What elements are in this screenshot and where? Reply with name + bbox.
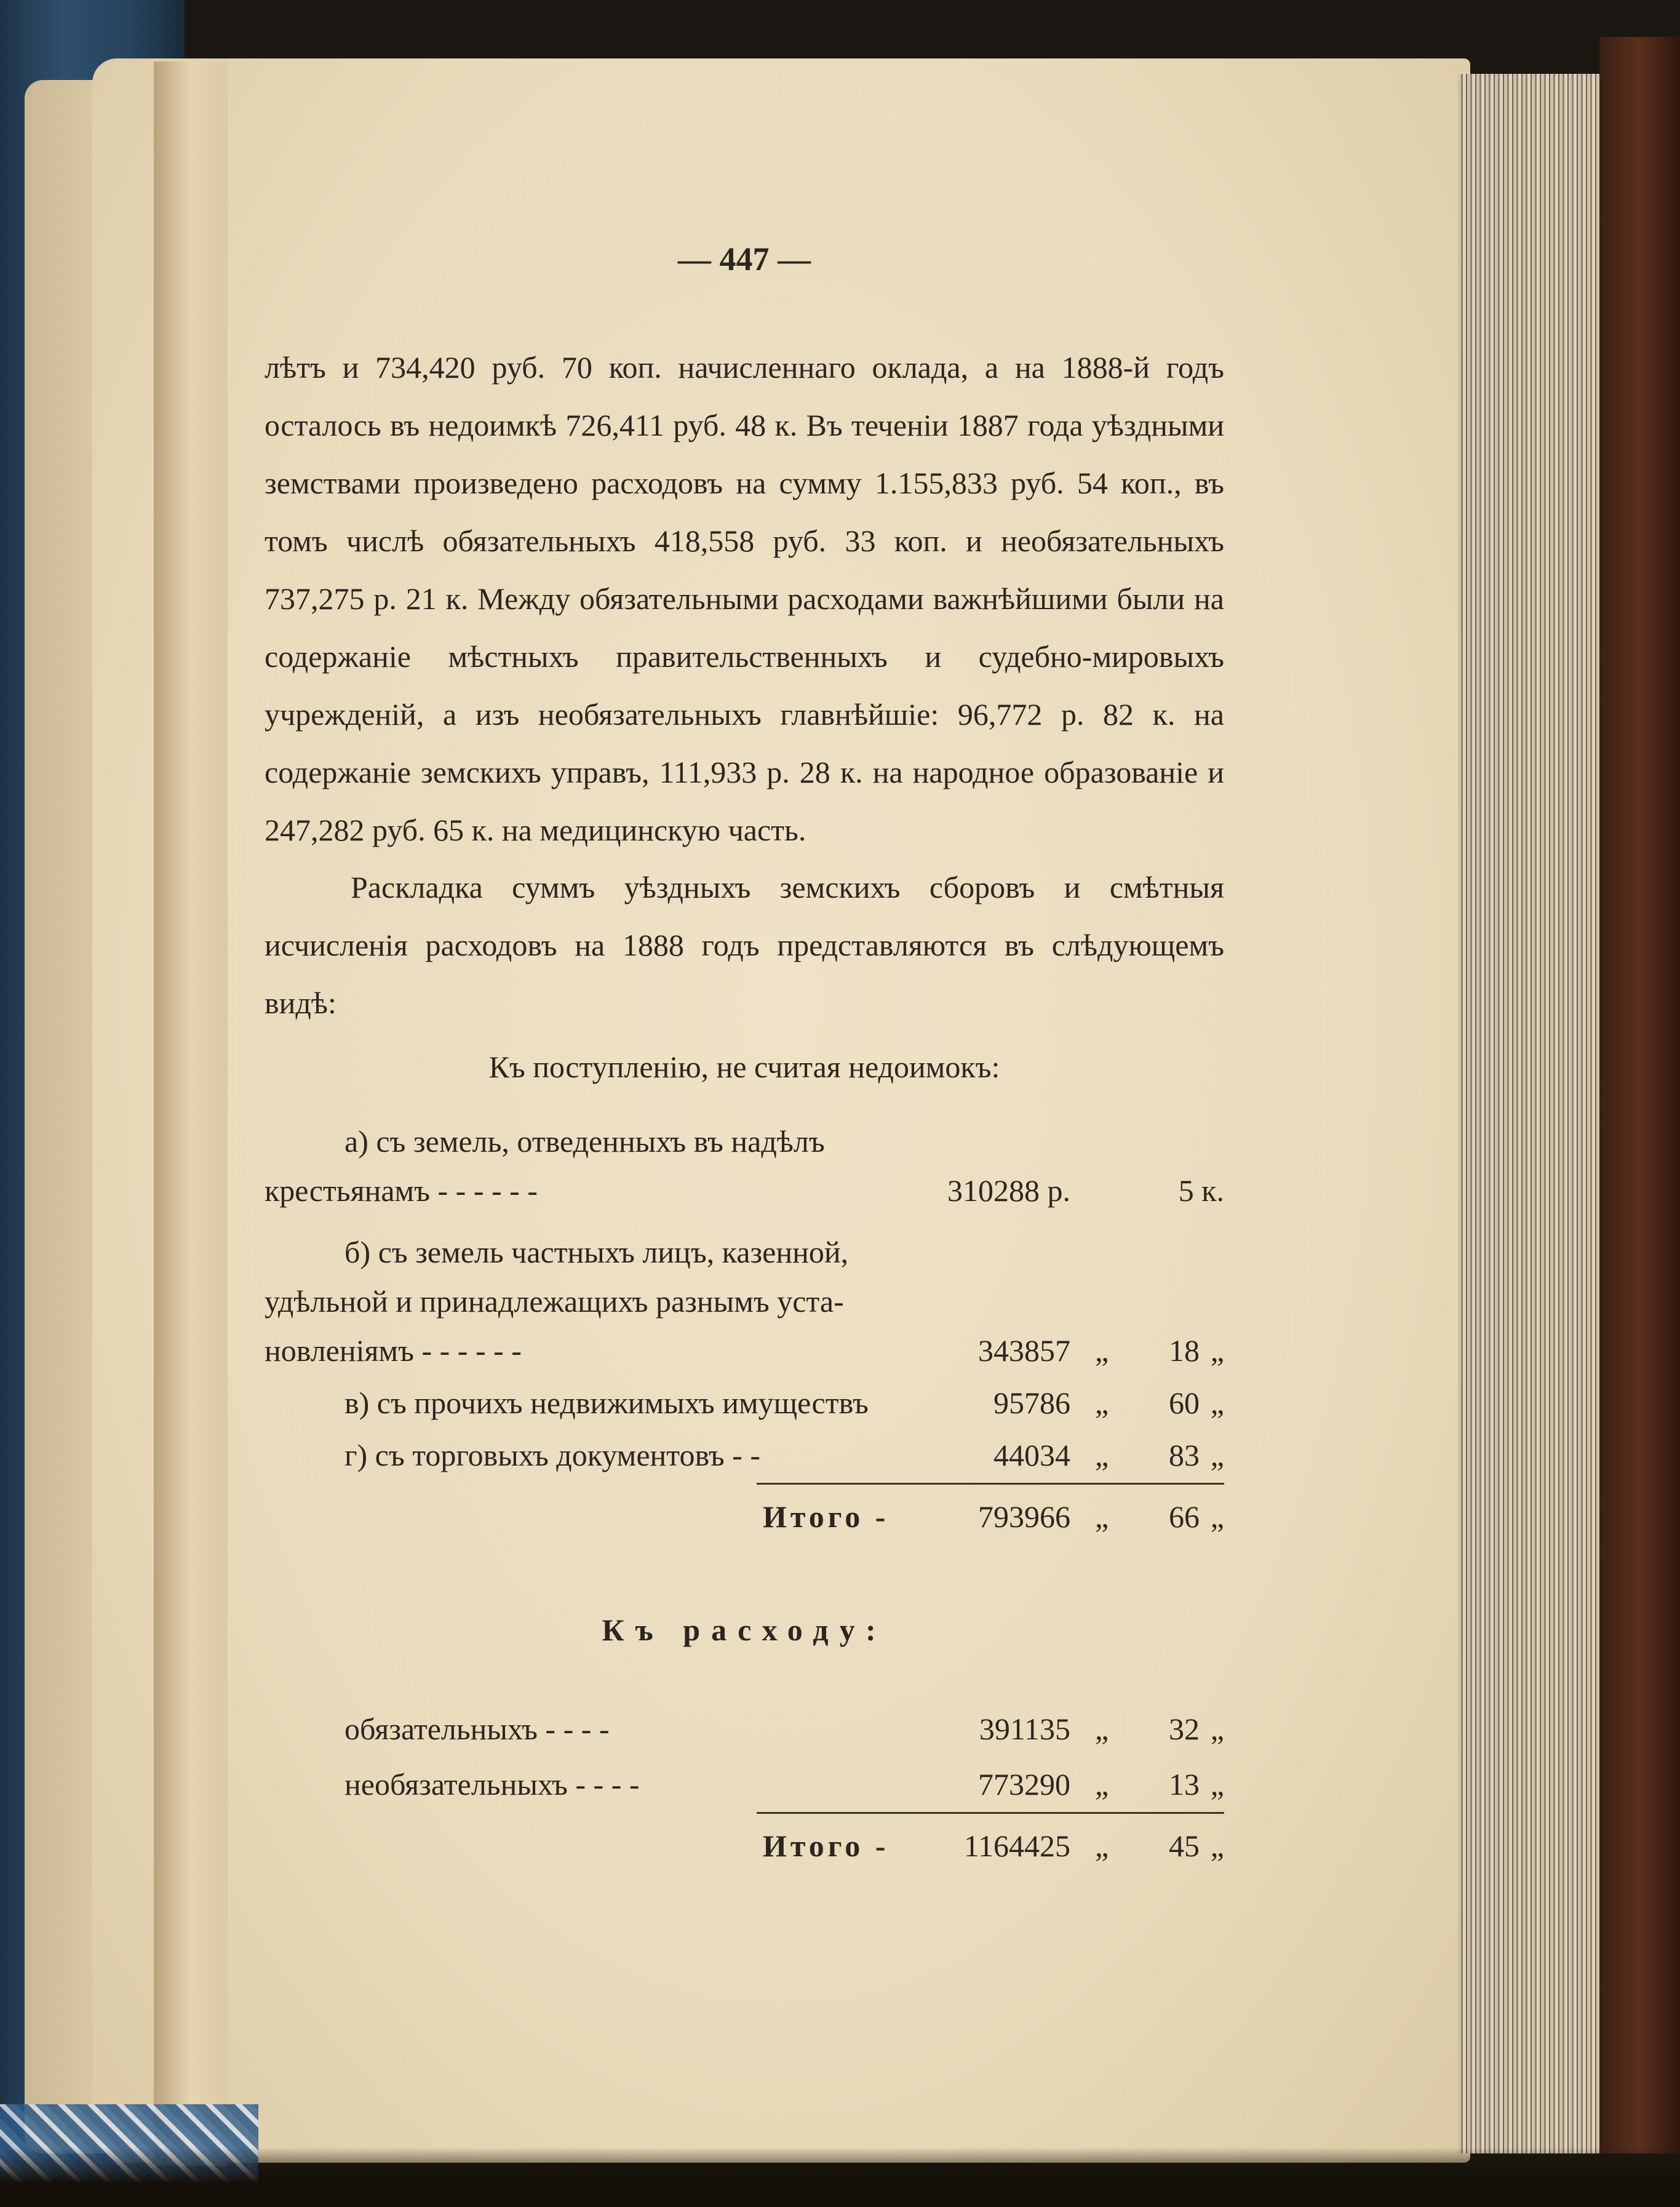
income-row-b <box>265 1329 1224 1372</box>
income-g-label: г) съ торговыхъ документовъ - - <box>344 1438 760 1472</box>
income-heading: Къ поступленію, не считая недоимокъ: <box>488 1050 1000 1084</box>
expense-optional-amount: 773290 <box>978 1767 1070 1802</box>
ditto-mark: „ <box>1095 1767 1109 1802</box>
income-b-amount: 343857 <box>978 1333 1070 1368</box>
expense-row-optional <box>265 1763 1224 1806</box>
income-v-amount: 95786 <box>993 1386 1070 1420</box>
right-book-cover <box>1599 37 1680 2153</box>
ditto-mark: „ <box>1095 1499 1109 1534</box>
paragraph-intro: Раскладка суммъ уѣздныхъ земскихъ сборовъ и смѣтныя исчисленія расходовъ на 1888 годъ представляются въ слѣдующемъ видѣ: <box>265 870 1224 1020</box>
ditto-mark: „ <box>1210 1499 1224 1534</box>
ditto-mark: „ <box>1095 1386 1109 1420</box>
ditto-mark: „ <box>1210 1712 1224 1746</box>
ditto-mark: „ <box>1210 1438 1224 1472</box>
ditto-mark: „ <box>1095 1333 1109 1368</box>
income-row-b-line1 <box>265 1231 1224 1274</box>
income-total-row <box>265 1495 1224 1538</box>
income-a-label-cont: крестьянамъ - - - - - - <box>265 1173 538 1208</box>
expense-total-label: Итого - <box>763 1829 890 1863</box>
ditto-mark: „ <box>1210 1333 1224 1368</box>
income-g-amount: 44034 <box>993 1438 1070 1472</box>
income-total-amount: 793966 <box>978 1499 1070 1534</box>
expense-total-kopecks: 45 <box>1169 1829 1200 1863</box>
income-row-a <box>265 1169 1224 1212</box>
income-row-b-line2 <box>265 1280 1224 1323</box>
page-number: — 447 — <box>678 241 811 277</box>
income-a-label: а) съ земель, отведенныхъ въ надѣлъ <box>344 1124 825 1159</box>
income-a-amount: 310288 р. <box>947 1173 1070 1208</box>
expense-row-obligatory <box>265 1707 1224 1750</box>
expense-total-rule <box>757 1812 1224 1814</box>
expense-total-row <box>265 1824 1224 1867</box>
income-row-v <box>265 1381 1224 1424</box>
income-total-kopecks: 66 <box>1169 1499 1200 1534</box>
page-gutter <box>154 62 228 2166</box>
ditto-mark: „ <box>1095 1712 1109 1746</box>
income-b-label-cont: удѣльной и принадлежащихъ разнымъ уста- <box>265 1284 844 1319</box>
ditto-mark: „ <box>1210 1829 1224 1863</box>
page-block-edges <box>1458 74 1606 2153</box>
income-b-kopecks: 18 <box>1169 1333 1200 1368</box>
income-b-label-end: новленіямъ - - - - - - <box>265 1333 522 1368</box>
ditto-mark: „ <box>1210 1386 1224 1420</box>
income-a-kopecks: 5 к. <box>1178 1173 1224 1208</box>
income-v-kopecks: 60 <box>1169 1386 1200 1420</box>
paragraph-taxes: лѣтъ и 734,420 руб. 70 коп. начисленнаго оклада, а на 1888-й годъ осталось въ недоимкѣ 726,411 руб. 48 к. Въ теченіи 1887 года уѣздными земствами произведено расходовъ на сумму 1.155,833 руб. 54 коп., въ томъ числѣ обязательныхъ 418,558 руб. 33 коп. и необязательныхъ 737,275 р. 21 к. Между обязательными расходами важнѣйшими были на содержаніе мѣстныхъ правительственныхъ и судебно-мировыхъ учрежденій, а изъ необязательныхъ главнѣйшіе: 96,772 р. 82 к. на содержаніе земскихъ управъ, 111,933 р. 28 к. на народное образованіе и 247,282 руб. 65 к. на медицинскую часть. <box>265 350 1224 847</box>
expense-heading: Къ расходу: <box>602 1613 887 1647</box>
income-total-rule <box>757 1483 1224 1485</box>
income-v-label: в) съ прочихъ недвижимыхъ имуществъ <box>344 1386 869 1420</box>
bottom-shadow <box>0 2147 1680 2207</box>
ditto-mark: „ <box>1095 1829 1109 1863</box>
expense-optional-label: необязательныхъ - - - - <box>344 1767 640 1802</box>
income-b-label: б) съ земель частныхъ лицъ, казенной, <box>344 1235 849 1269</box>
expense-obligatory-kopecks: 32 <box>1169 1712 1200 1746</box>
expense-total-amount: 1164425 <box>963 1829 1070 1863</box>
ditto-mark: „ <box>1210 1767 1224 1802</box>
expense-obligatory-amount: 391135 <box>979 1712 1070 1746</box>
income-g-kopecks: 83 <box>1169 1438 1200 1472</box>
ditto-mark: „ <box>1095 1438 1109 1472</box>
income-row-g <box>265 1434 1224 1477</box>
expense-optional-kopecks: 13 <box>1169 1767 1200 1802</box>
income-row-a-line1 <box>265 1120 1224 1163</box>
expense-obligatory-label: обязательныхъ - - - - <box>344 1712 610 1746</box>
income-total-label: Итого - <box>763 1499 890 1534</box>
